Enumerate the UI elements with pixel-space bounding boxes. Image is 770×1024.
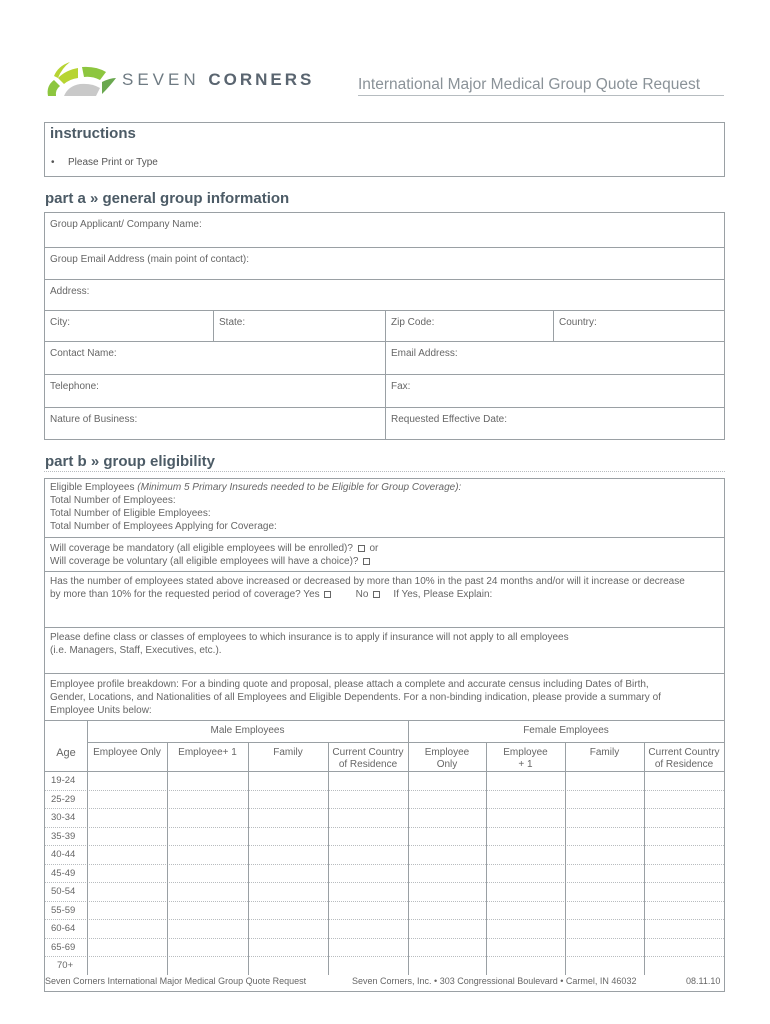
row-divider [45,956,724,957]
census-cell[interactable] [248,956,328,975]
census-cell[interactable] [565,919,644,938]
footer-title: Seven Corners International Major Medical Group Quote Request [45,976,307,986]
census-cell[interactable] [408,771,486,790]
census-cell[interactable] [644,808,724,827]
census-cell[interactable] [565,901,644,920]
city-label: City: [50,317,70,328]
bullet: • [51,157,55,168]
column-divider [644,742,645,975]
footer-date: 08.11.10 [686,976,721,986]
phone-row [45,374,724,407]
age-group-label: 65-69 [51,941,76,953]
state-label: State: [219,317,246,328]
column-divider [565,742,566,975]
row-divider [45,808,724,809]
eligible-label: Eligible Employees (Minimum 5 Primary Insureds needed to be Eligible for Group Coverage): [50,482,462,493]
census-cell[interactable] [486,956,565,975]
coverage-type-row [45,537,724,571]
census-cell[interactable] [328,771,408,790]
census-cell[interactable] [87,864,167,883]
seven-corners-logo-icon [44,56,120,100]
census-cell[interactable] [486,790,565,809]
column-divider [248,742,249,975]
row-divider [45,827,724,828]
company-row[interactable] [45,213,724,247]
zip-field[interactable] [385,311,553,341]
census-cell[interactable] [328,808,408,827]
mandatory-question: Will coverage be mandatory (all eligible employees will be enrolled)? or [50,543,379,554]
census-cell[interactable] [408,956,486,975]
census-cell[interactable] [248,864,328,883]
age-header: Age [56,747,76,759]
census-cell[interactable] [328,827,408,846]
census-cell[interactable] [248,790,328,809]
census-cell[interactable] [167,938,248,957]
census-cell[interactable] [248,845,328,864]
group-email-label: Group Email Address (main point of contact): [50,254,249,265]
census-cell[interactable] [167,919,248,938]
male-employees-header: Male Employees [210,725,285,736]
census-cell[interactable] [167,771,248,790]
census-cell[interactable] [328,864,408,883]
census-cell[interactable] [486,864,565,883]
yes-checkbox[interactable] [324,591,331,598]
business-row [45,407,724,439]
address-row[interactable] [45,279,724,310]
col-female-family: Family [589,747,620,758]
census-cell[interactable] [408,919,486,938]
census-cell[interactable] [644,956,724,975]
census-cell[interactable] [644,864,724,883]
row-divider [45,919,724,920]
census-cell[interactable] [87,938,167,957]
census-cell[interactable] [565,790,644,809]
row-divider [45,882,724,883]
census-cell[interactable] [486,901,565,920]
age-group-label: 30-34 [51,812,76,823]
census-cell[interactable] [328,938,408,957]
census-cell[interactable] [248,938,328,957]
profile-row [45,673,724,720]
total-eligible-label: Total Number of Eligible Employees: [50,508,211,519]
column-divider [408,720,409,975]
col-male-family: Family [273,747,303,758]
age-group-label: 19-24 [51,775,76,786]
row-divider [45,790,724,791]
census-cell[interactable] [486,808,565,827]
census-cell[interactable] [248,882,328,901]
voluntary-question: Will coverage be voluntary (all eligible employees will have a choice)? [50,555,372,569]
census-cell[interactable] [408,845,486,864]
census-cell[interactable] [248,771,328,790]
census-cell[interactable] [565,956,644,975]
census-cell[interactable] [408,864,486,883]
contact-label: Contact Name: [50,348,117,359]
class-question: Please define class or classes of employees to which insurance is to apply if insurance will not apply to all employees [50,632,569,643]
total-employees-label: Total Number of Employees: [50,495,176,506]
row-divider [45,901,724,902]
census-cell[interactable] [167,956,248,975]
census-cell[interactable] [167,808,248,827]
zip-label: Zip Code: [391,317,435,328]
census-cell[interactable] [565,864,644,883]
census-cell[interactable] [328,790,408,809]
age-group-label: 50-54 [51,886,76,897]
fax-label: Fax: [391,381,411,392]
document-title: International Major Medical Group Quote Request [358,76,724,96]
census-cell[interactable] [87,956,167,975]
change-question: Has the number of employees stated above increased or decreased by more than 10% in the past 24 months and/or will it increase or decrease [50,576,685,587]
census-cell[interactable] [644,827,724,846]
census-cell[interactable] [644,790,724,809]
census-cell[interactable] [486,827,565,846]
census-cell[interactable] [248,808,328,827]
census-cell[interactable] [328,901,408,920]
part-b-table [44,478,725,992]
census-cell[interactable] [87,790,167,809]
census-cell[interactable] [408,901,486,920]
age-group-label: 60-64 [51,923,76,934]
census-cell[interactable] [328,845,408,864]
census-cell[interactable] [87,808,167,827]
email-label: Email Address: [391,348,458,359]
mandatory-checkbox[interactable] [358,545,365,552]
telephone-label: Telephone: [50,381,99,392]
census-cell[interactable] [644,771,724,790]
census-cell[interactable] [565,808,644,827]
eligible-row[interactable] [45,479,724,537]
census-cell[interactable] [248,901,328,920]
census-cell[interactable] [167,901,248,920]
class-question-cont: (i.e. Managers, Staff, Executives, etc.). [50,645,222,656]
census-cell[interactable] [408,827,486,846]
census-cell[interactable] [87,845,167,864]
part-a-title: part a » general group information [45,190,290,207]
census-cell[interactable] [486,938,565,957]
country-label: Country: [559,317,597,328]
no-checkbox[interactable] [373,591,380,598]
census-cell[interactable] [565,827,644,846]
business-field[interactable] [45,408,385,439]
age-group-label: 25-29 [51,793,76,805]
census-cell[interactable] [87,771,167,790]
brand-name: SEVEN CORNERS [122,70,315,89]
census-cell[interactable] [87,901,167,920]
census-cell[interactable] [87,919,167,938]
census-cell[interactable] [87,827,167,846]
census-cell[interactable] [167,827,248,846]
profile-text-3: Employee Units below: [50,705,152,716]
census-cell[interactable] [87,882,167,901]
col-female-employee-only: Employee Only [424,747,470,770]
row-divider [45,864,724,865]
census-cell[interactable] [248,919,328,938]
country-field[interactable] [553,311,724,341]
census-cell[interactable] [644,882,724,901]
city-row [45,310,724,341]
company-label: Group Applicant/ Company Name: [50,219,202,230]
col-female-employee-plus-one: Employee + 1 [503,747,548,770]
col-female-country: Current Country of Residence [648,747,720,770]
census-cell[interactable] [644,901,724,920]
profile-text-2: Gender, Locations, and Nationalities of all Employees and Eligible Dependents. For a non-binding indication, please provide a summary of [50,692,661,703]
email-field[interactable] [385,342,724,374]
business-label: Nature of Business: [50,414,138,425]
part-a-table [44,212,725,440]
column-divider [486,742,487,975]
fax-field[interactable] [385,375,724,407]
age-group-label: 55-59 [51,904,76,916]
census-cell[interactable] [644,919,724,938]
census-cell[interactable] [408,808,486,827]
change-question-cont: by more than 10% for the requested period of coverage? Yes No If Yes, Please Explain: [50,589,493,600]
column-divider [328,742,329,975]
census-cell[interactable] [644,845,724,864]
age-group-label: 45-49 [51,867,76,879]
col-male-country: Current Country of Residence [332,747,404,770]
table-border [87,742,724,743]
instructions-title: instructions [50,125,136,142]
census-cell[interactable] [486,845,565,864]
female-employees-header: Female Employees [523,725,609,736]
census-cell[interactable] [167,882,248,901]
census-cell[interactable] [486,919,565,938]
row-divider [45,938,724,939]
col-male-employee-plus-one: Employee+ 1 [178,747,237,758]
census-cell[interactable] [408,790,486,809]
class-row[interactable] [45,627,724,673]
voluntary-checkbox[interactable] [363,558,370,565]
part-b-title: part b » group eligibility [45,453,216,470]
instructions-box [44,122,725,177]
contact-field[interactable] [45,342,385,374]
telephone-field[interactable] [45,375,385,407]
divider [44,471,725,472]
age-group-label: 35-39 [51,830,76,842]
effective-date-label: Requested Effective Date: [391,414,507,425]
census-cell[interactable] [644,938,724,957]
group-email-row[interactable] [45,247,724,279]
city-field[interactable] [45,311,213,341]
census-cell[interactable] [565,938,644,957]
census-cell[interactable] [408,938,486,957]
footer-address: Seven Corners, Inc. • 303 Congressional Boulevard • Carmel, IN 46032 [352,976,637,986]
age-group-label: 70+ [57,960,74,971]
census-cell[interactable] [167,790,248,809]
census-cell[interactable] [328,919,408,938]
census-cell[interactable] [328,882,408,901]
address-label: Address: [50,286,90,297]
column-divider [167,742,168,975]
census-cell[interactable] [248,827,328,846]
census-cell[interactable] [167,845,248,864]
row-divider [45,845,724,846]
census-cell[interactable] [328,956,408,975]
contact-row [45,341,724,374]
census-cell[interactable] [486,771,565,790]
profile-text-1: Employee profile breakdown: For a binding quote and proposal, please attach a complete and accurate census including Dates of Birth, [50,679,649,690]
instruction-item: Please Print or Type [68,157,158,168]
state-field[interactable] [213,311,385,341]
census-cell[interactable] [565,771,644,790]
table-border [45,720,724,721]
total-applying-label: Total Number of Employees Applying for Coverage: [50,521,277,532]
effective-date-field[interactable] [385,408,724,439]
change-row [45,571,724,627]
census-cell[interactable] [408,882,486,901]
census-cell[interactable] [565,845,644,864]
col-male-employee-only: Employee Only [93,747,161,758]
census-cell[interactable] [486,882,565,901]
column-divider [87,720,88,975]
census-cell[interactable] [167,864,248,883]
census-cell[interactable] [565,882,644,901]
age-group-label: 40-44 [51,849,76,860]
